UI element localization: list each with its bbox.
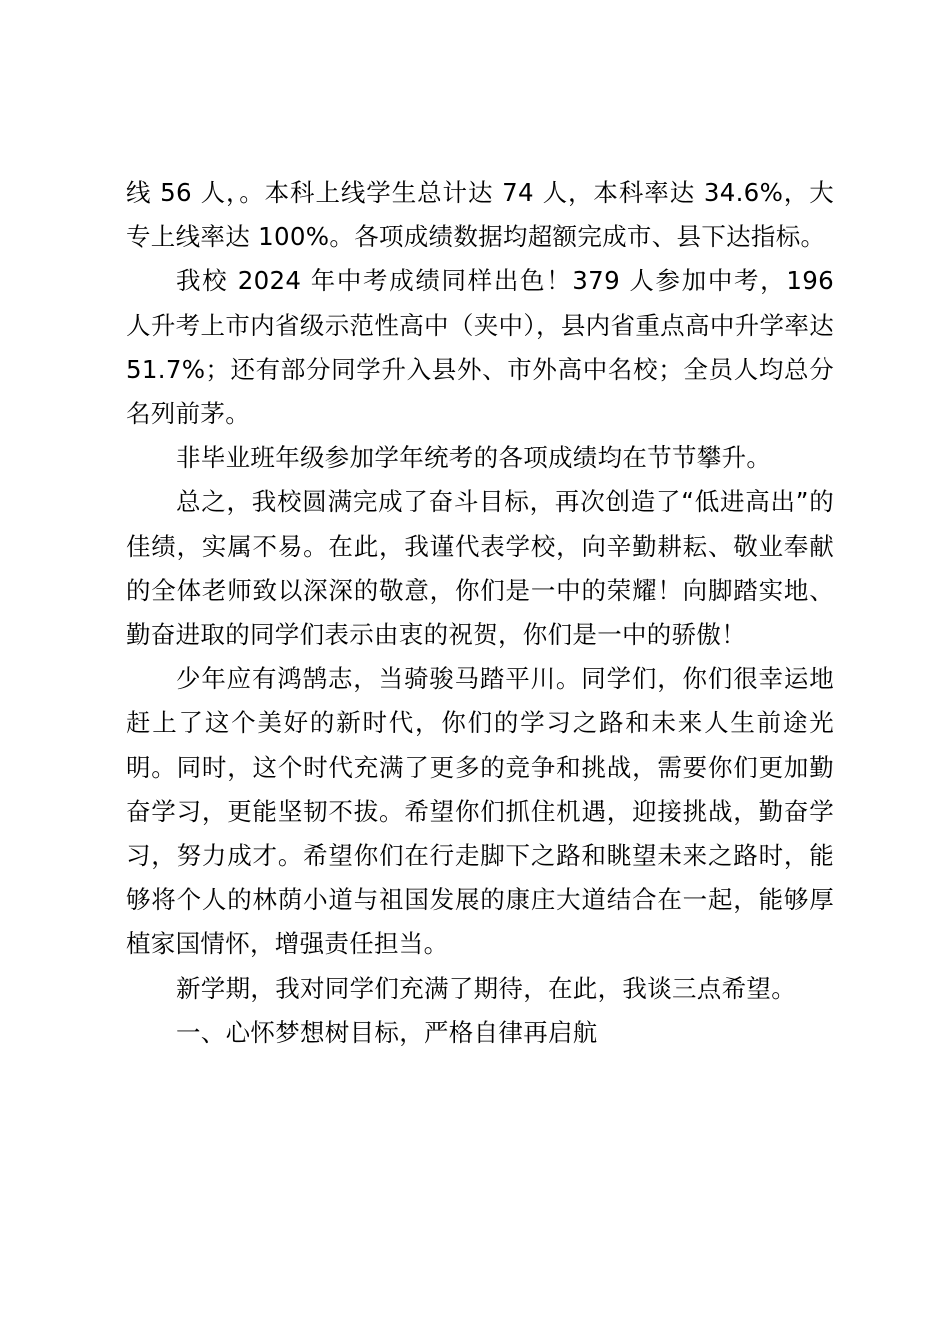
- paragraph-non-graduating-grades: 非毕业班年级参加学年统考的各项成绩均在节节攀升。: [176, 443, 772, 473]
- paragraph-new-semester: 新学期，我对同学们充满了期待，在此，我谈三点希望。: [176, 973, 796, 1003]
- section-heading: 一、心怀梦想树目标，严格自律再启航: [176, 1017, 598, 1047]
- paragraph-exam-results: 线 56 人，。本科上线学生总计达 74 人，本科率达 34.6%，大专上线率达 100%。各项成绩数据均超额完成市、县下达指标。: [126, 178, 834, 252]
- document-body: [126, 171, 834, 1055]
- paragraph-encouragement: 少年应有鸿鹄志，当骑骏马踏平川。同学们，你们很幸运地赶上了这个美好的新时代，你们的学习之路和未来人生前途光明。同时，这个时代充满了更多的竞争和挑战，需要你们更加勤奋学习，更能坚韧不拔。希望你们抓住机遇，迎接挑战，勤奋学习，努力成才。希望你们在行走脚下之路和眺望未来之路时，能够将个人的林荫小道与祖国发展的康庄大道结合在一起，能够厚植家国情怀，增强责任担当。: [126, 664, 834, 959]
- paragraph-summary-thanks: 总之，我校圆满完成了奋斗目标，再次创造了“低进高出”的佳绩，实属不易。在此，我谨代表学校，向辛勤耕耘、敬业奉献的全体老师致以深深的敬意，你们是一中的荣耀！向脚踏实地、勤奋进取的同学们表示由衷的祝贺，你们是一中的骄傲！: [126, 487, 834, 650]
- paragraph-zhongkao-results: 我校 2024 年中考成绩同样出色！379 人参加中考，196 人升考上市内省级示范性高中（夹中），县内省重点高中升学率达 51.7%；还有部分同学升入县外、市外高中名校；全员人均总分名列前茅。: [126, 266, 834, 429]
